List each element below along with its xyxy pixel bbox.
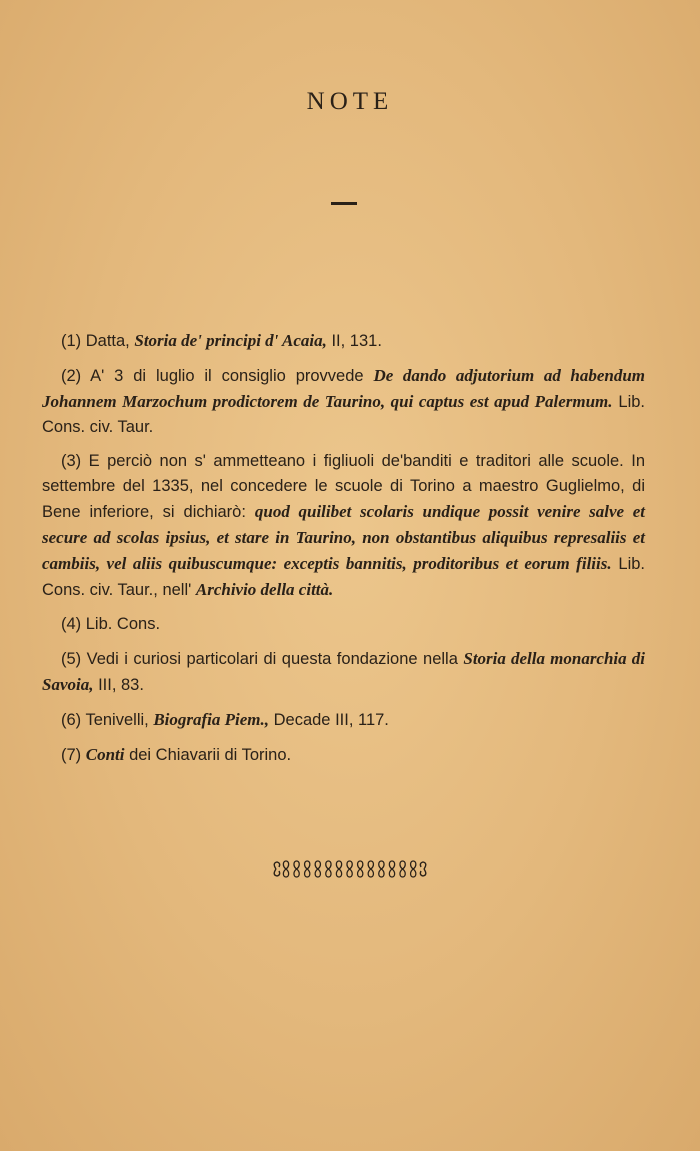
notes-list xyxy=(42,328,645,777)
ornament-icon xyxy=(270,858,430,880)
note-quote: De dando adjutorium ad habendum Johannem Marzochum prodictorem de Taurino, qui captus est apud Palermum. xyxy=(42,366,646,411)
note-text: II, 131. xyxy=(326,332,382,350)
note-title: Archivio della città. xyxy=(195,580,334,599)
note-text: Lib. Cons. civ. Taur., nell' xyxy=(42,555,646,599)
note-text: (5) Vedi i curiosi particolari di questa fondazione nella xyxy=(61,650,464,668)
note-text: III, 83. xyxy=(93,676,144,694)
note-text: (6) Tenivelli, xyxy=(61,711,154,729)
note-text: Decade III, 117. xyxy=(269,711,389,729)
note-6 xyxy=(42,707,645,733)
note-text: Lib. Cons. civ. Taur. xyxy=(42,393,645,436)
note-text: (3) E perciò non s' ammetteano i figliuoli de'banditi e traditori alle scuole. In settembre del 1335, nel concedere le scuole di Torino a maestro Guglielmo, di Bene inferiore, si dichiarò: xyxy=(42,452,645,521)
note-quote: quod quilibet scolaris undique possit venire salve et secure ad scolas ipsius, et stare in Taurino, non obstantibus aliquibus represaliis et cambiis, vel aliis quibuscumque: exceptis bannitis, proditoribus et eorum filiis. xyxy=(42,502,645,573)
note-text: dei Chiavarii di Torino. xyxy=(124,746,292,764)
note-2 xyxy=(42,363,645,440)
note-text: (7) xyxy=(61,746,86,764)
title-rule xyxy=(331,202,357,205)
note-title: Biografia Piem., xyxy=(153,710,270,729)
note-title: Conti xyxy=(85,745,125,764)
note-4 xyxy=(42,612,645,637)
note-1 xyxy=(42,328,645,354)
page-title: NOTE xyxy=(306,88,394,115)
note-text: (4) Lib. Cons. xyxy=(61,615,161,633)
note-3 xyxy=(42,449,645,603)
ornament-divider xyxy=(0,858,700,885)
note-title: Storia della monarchia di Savoia, xyxy=(42,649,646,694)
note-text: (2) A' 3 di luglio il consiglio provvede xyxy=(61,367,374,385)
note-7 xyxy=(42,742,645,768)
note-text: (1) Datta, xyxy=(61,332,135,350)
note-title: Storia de' principi d' Acaia, xyxy=(134,331,327,350)
note-5 xyxy=(42,646,645,698)
